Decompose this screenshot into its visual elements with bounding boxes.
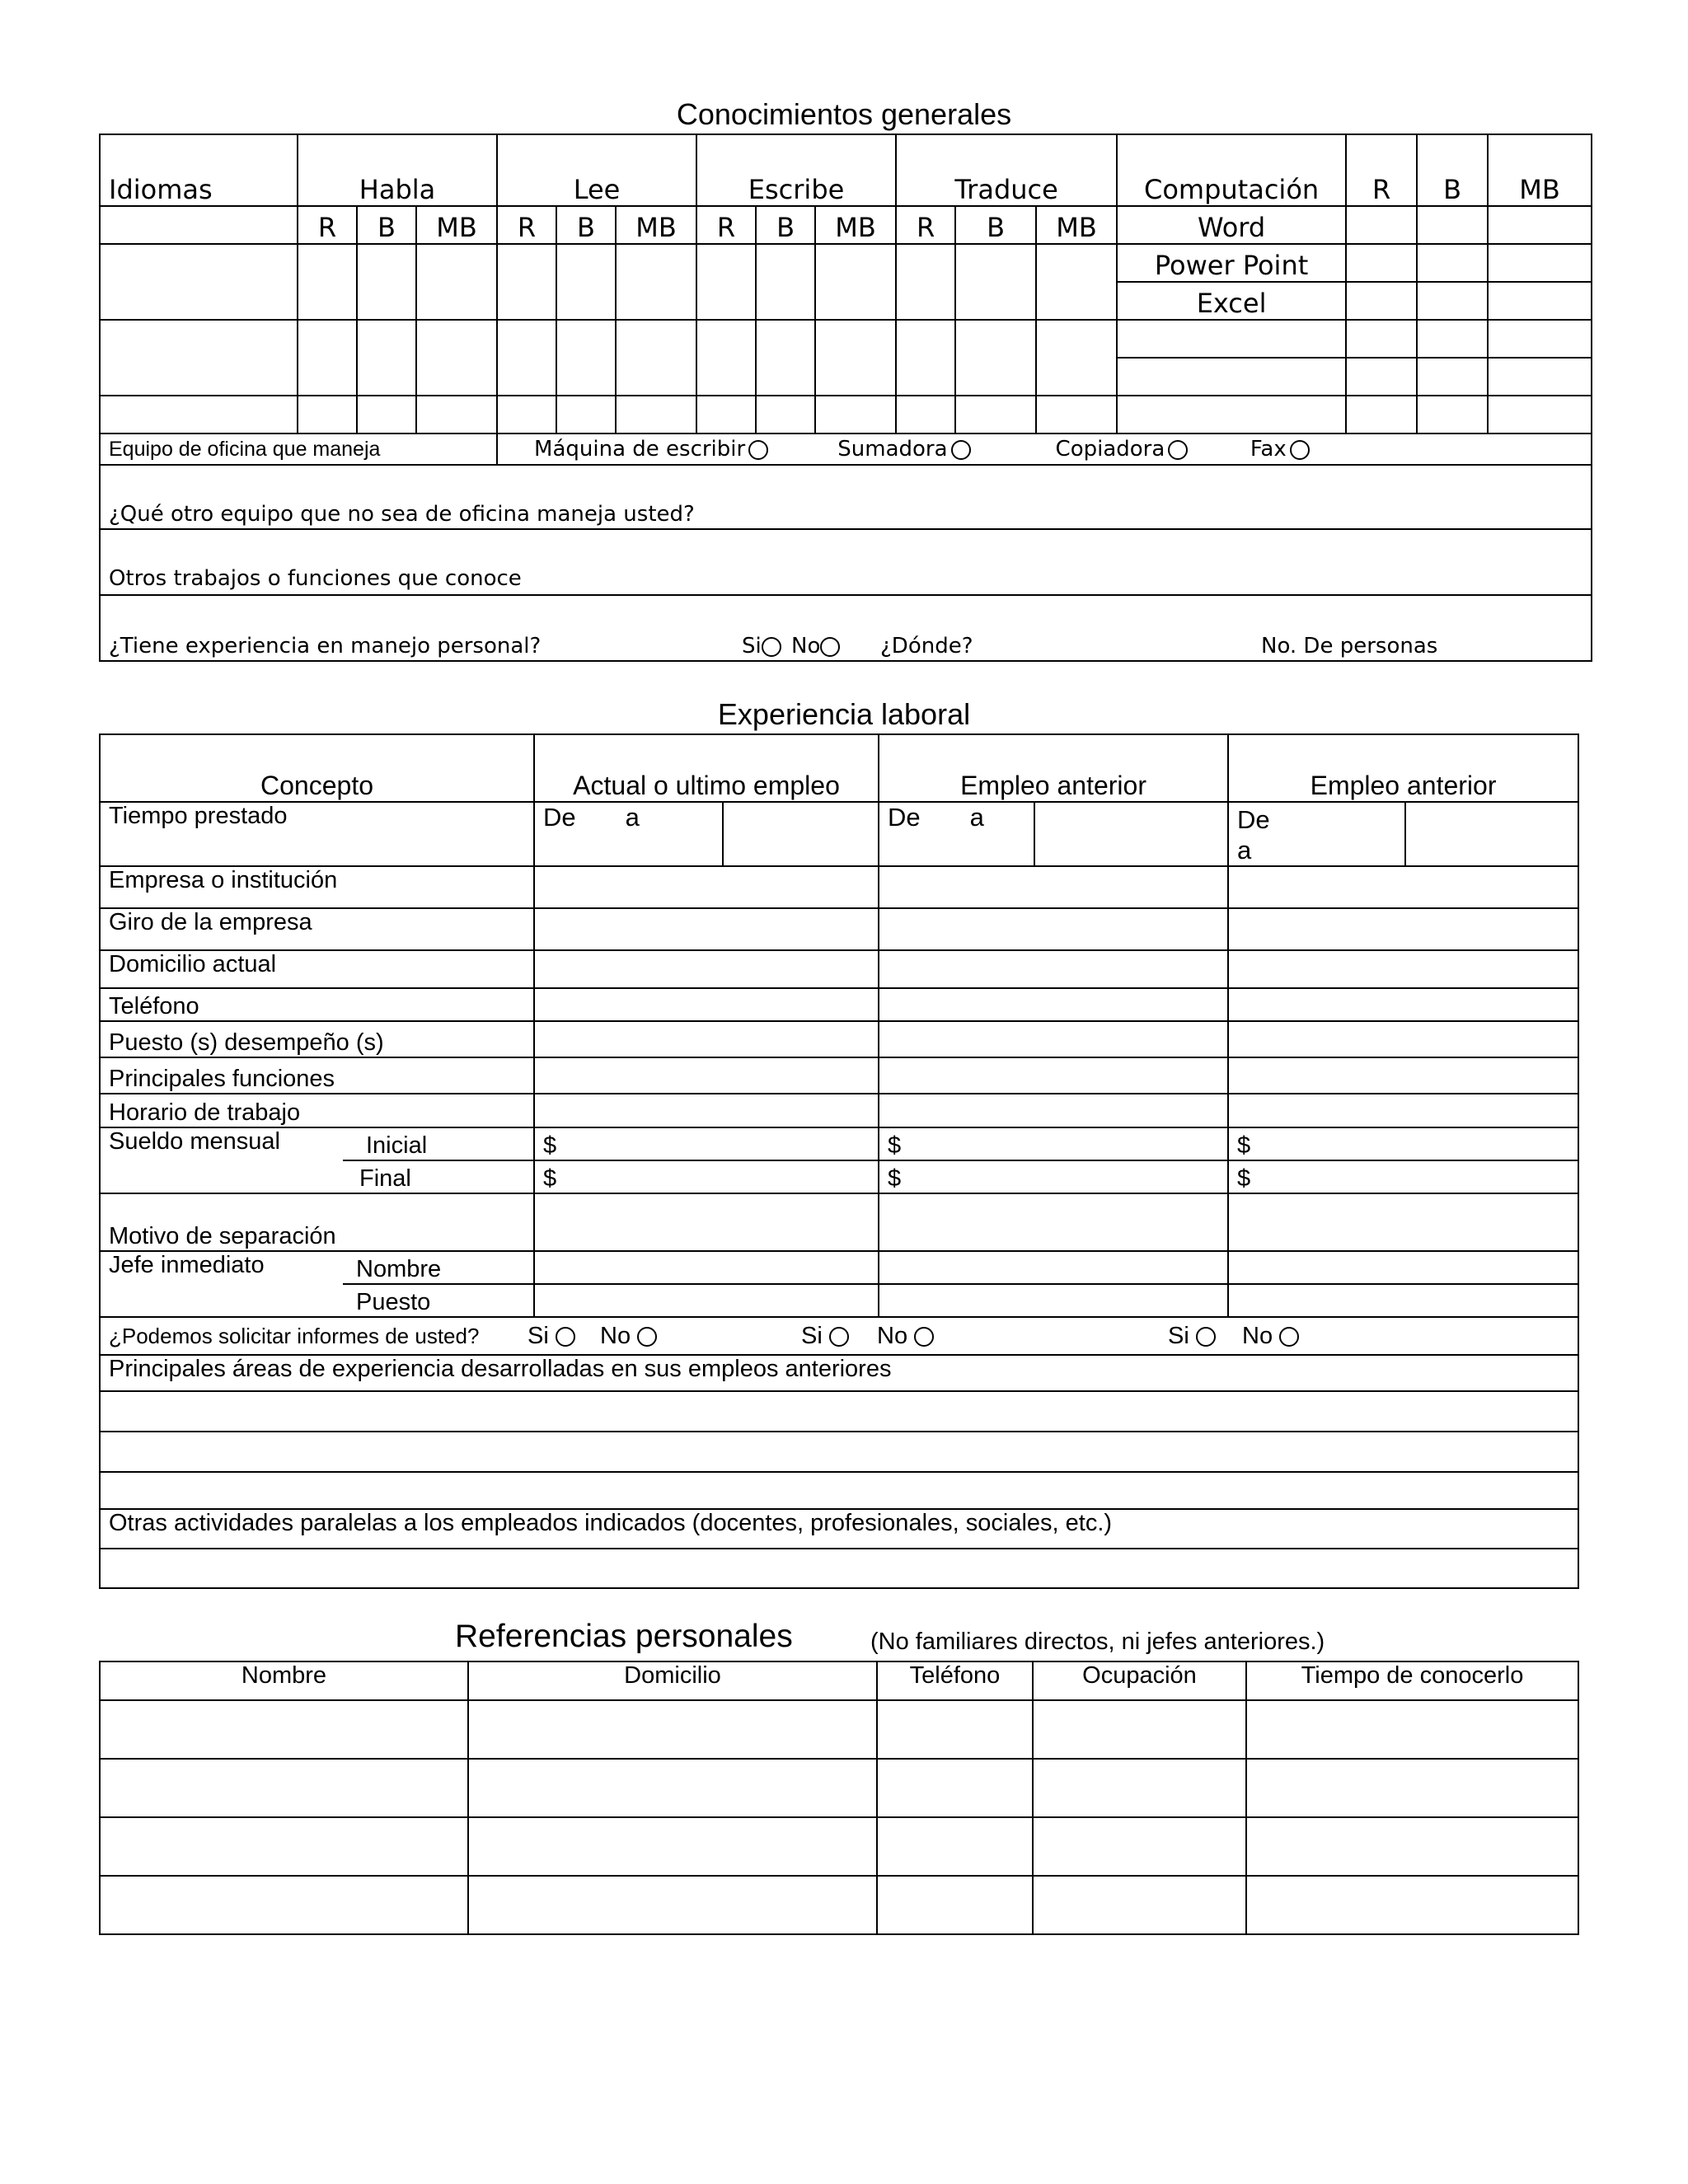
cell[interactable] [556, 244, 616, 320]
tiempo-ant2-de[interactable] [1228, 802, 1405, 866]
cell[interactable] [556, 320, 616, 396]
staff-si-label: Si [742, 634, 762, 658]
option-fax[interactable] [1250, 437, 1310, 462]
ref-col-ocupacion: Ocupación [1033, 1661, 1246, 1700]
cell[interactable] [468, 1759, 877, 1817]
cell[interactable] [1246, 1817, 1578, 1876]
no-label: No [600, 1322, 631, 1349]
staff-si[interactable] [742, 634, 791, 658]
cell[interactable] [534, 1094, 879, 1127]
option-sumadora-label: Sumadora [837, 437, 948, 462]
cell[interactable] [877, 1817, 1033, 1876]
cell[interactable] [955, 244, 1036, 320]
staff-experience-question: ¿Tiene experiencia en manejo personal? [109, 634, 542, 658]
cell[interactable] [497, 396, 556, 434]
radio-no[interactable] [1279, 1327, 1299, 1347]
radio-no[interactable] [637, 1327, 657, 1347]
option-copiadora[interactable] [1056, 437, 1244, 462]
ref-col-domicilio: Domicilio [468, 1661, 877, 1700]
cell[interactable] [879, 950, 1228, 988]
computer-item-word: Word [1117, 206, 1346, 244]
si-label: Si [1168, 1322, 1189, 1349]
cell[interactable] [1488, 282, 1592, 320]
row-label: Empresa o institución [100, 866, 534, 908]
radio-copiadora[interactable] [1168, 440, 1188, 460]
cell[interactable] [298, 320, 357, 396]
cell[interactable] [815, 320, 896, 396]
cell[interactable] [1228, 950, 1578, 988]
row-sueldo: Sueldo mensual [100, 1127, 343, 1193]
ref-col-telefono: Teléfono [877, 1661, 1033, 1700]
cell[interactable] [357, 320, 416, 396]
cell[interactable] [815, 396, 896, 434]
otras-line[interactable] [100, 1549, 1578, 1588]
computer-item-excel: Excel [1117, 282, 1346, 320]
sueldo-final-ant2[interactable]: $ [1228, 1160, 1578, 1193]
cell[interactable] [1228, 908, 1578, 950]
cell[interactable] [100, 206, 298, 244]
cell[interactable] [1346, 206, 1417, 244]
cell[interactable] [497, 244, 556, 320]
table-row [100, 1700, 1578, 1759]
option-maquina-label: Máquina de escribir [534, 437, 746, 462]
cell[interactable] [1346, 320, 1417, 358]
cell[interactable] [298, 396, 357, 434]
areas-line[interactable] [100, 1432, 1578, 1472]
cell[interactable] [1417, 244, 1488, 282]
donde-label: ¿Dónde? [880, 634, 973, 658]
informes-no-3[interactable] [1242, 1323, 1299, 1350]
cell[interactable] [1117, 358, 1346, 396]
cell[interactable] [100, 1759, 468, 1817]
row-label: Puesto (s) desempeño (s) [100, 1021, 534, 1057]
table-row [100, 1817, 1578, 1876]
cell[interactable] [616, 244, 696, 320]
cell[interactable] [616, 320, 696, 396]
header-comp-b: B [1417, 134, 1488, 206]
radio-maquina[interactable] [748, 440, 768, 460]
section-title-referencias: Referencias personales [455, 1619, 793, 1654]
cell[interactable] [879, 1193, 1228, 1251]
traduce-b: B [955, 206, 1036, 244]
areas-line[interactable] [100, 1472, 1578, 1509]
cell[interactable] [416, 396, 497, 434]
cell[interactable] [1033, 1759, 1246, 1817]
radio-staff-si[interactable] [762, 637, 781, 657]
col-concepto: Concepto [100, 734, 534, 802]
other-jobs-question[interactable]: Otros trabajos o funciones que conoce [100, 529, 1592, 595]
habla-r: R [298, 206, 357, 244]
a-label: a [969, 803, 984, 832]
escribe-r: R [696, 206, 756, 244]
header-idiomas: Idiomas [100, 134, 298, 206]
radio-fax[interactable] [1290, 440, 1310, 460]
cell[interactable] [534, 908, 879, 950]
sueldo-final-ant1[interactable]: $ [879, 1160, 1228, 1193]
informes-si-1[interactable] [528, 1323, 600, 1350]
cell[interactable] [357, 244, 416, 320]
cell[interactable] [1488, 320, 1592, 358]
computer-item-powerpoint: Power Point [1117, 244, 1346, 282]
cell[interactable] [1228, 866, 1578, 908]
cell[interactable] [1346, 396, 1417, 434]
office-equipment-options [497, 434, 1592, 465]
ref-col-nombre: Nombre [100, 1661, 468, 1700]
cell[interactable] [1346, 358, 1417, 396]
jefe-puesto-label: Puesto [343, 1284, 534, 1317]
cell[interactable] [879, 1284, 1228, 1317]
cell[interactable] [1036, 320, 1117, 396]
option-sumadora[interactable] [837, 437, 1048, 462]
cell[interactable] [1488, 244, 1592, 282]
cell[interactable] [955, 396, 1036, 434]
col-actual: Actual o ultimo empleo [534, 734, 879, 802]
cell[interactable] [1117, 320, 1346, 358]
cell[interactable] [1488, 396, 1592, 434]
cell[interactable] [416, 244, 497, 320]
sueldo-inicial-ant2[interactable]: $ [1228, 1127, 1578, 1160]
cell[interactable] [468, 1700, 877, 1759]
de-label: De [543, 803, 576, 832]
cell[interactable] [1228, 1094, 1578, 1127]
tiempo-ant1-value[interactable] [1034, 802, 1228, 866]
de-label: De [1237, 805, 1270, 834]
sueldo-final-label: Final [343, 1160, 534, 1193]
table-row [100, 1759, 1578, 1817]
tiempo-ant1-de[interactable] [879, 802, 1034, 866]
header-comp-mb: MB [1488, 134, 1592, 206]
cell[interactable] [696, 244, 756, 320]
cell[interactable] [1228, 988, 1578, 1021]
cell[interactable] [896, 396, 955, 434]
cell[interactable] [616, 396, 696, 434]
cell[interactable] [1488, 358, 1592, 396]
traduce-mb: MB [1036, 206, 1117, 244]
cell[interactable] [416, 320, 497, 396]
cell[interactable] [534, 1284, 879, 1317]
cell[interactable] [756, 396, 815, 434]
referencias-note: (No familiares directos, ni jefes anteriores.) [870, 1629, 1325, 1655]
cell[interactable] [879, 908, 1228, 950]
radio-sumadora[interactable] [951, 440, 971, 460]
traduce-r: R [896, 206, 955, 244]
cell[interactable] [879, 1251, 1228, 1284]
cell[interactable] [1346, 282, 1417, 320]
cell[interactable] [1036, 244, 1117, 320]
work-experience-table [99, 733, 1579, 1589]
header-escribe: Escribe [696, 134, 896, 206]
otras-label: Otras actividades paralelas a los empleados indicados (docentes, profesionales, sociales, etc.) [100, 1509, 1578, 1549]
informes-question: ¿Podemos solicitar informes de usted? [109, 1323, 480, 1348]
staff-no-label: No [791, 634, 821, 658]
other-equipment-question[interactable]: ¿Qué otro equipo que no sea de oficina maneja usted? [100, 465, 1592, 529]
sueldo-inicial-label: Inicial [343, 1127, 534, 1160]
informes-no-1[interactable] [600, 1323, 801, 1350]
sueldo-inicial-ant1[interactable]: $ [879, 1127, 1228, 1160]
cell[interactable] [896, 244, 955, 320]
cell[interactable] [1228, 1057, 1578, 1094]
escribe-b: B [756, 206, 815, 244]
escribe-mb: MB [815, 206, 896, 244]
cell[interactable] [879, 1021, 1228, 1057]
header-traduce: Traduce [896, 134, 1117, 206]
cell[interactable] [1228, 1251, 1578, 1284]
ref-col-tiempo: Tiempo de conocerlo [1246, 1661, 1578, 1700]
cell[interactable] [1417, 282, 1488, 320]
header-habla: Habla [298, 134, 497, 206]
cell[interactable] [756, 320, 815, 396]
a-label: a [625, 803, 640, 832]
knowledge-table [99, 134, 1592, 662]
informes-row [100, 1317, 1578, 1355]
staff-no[interactable] [791, 634, 880, 658]
cell[interactable] [100, 1876, 468, 1934]
cell[interactable] [556, 396, 616, 434]
option-copiadora-label: Copiadora [1055, 437, 1165, 462]
row-motivo: Motivo de separación [100, 1193, 534, 1251]
jefe-nombre-label: Nombre [343, 1251, 534, 1284]
row-label: Principales funciones [100, 1057, 534, 1094]
cell[interactable] [1246, 1759, 1578, 1817]
cell[interactable] [534, 988, 879, 1021]
cell[interactable] [696, 396, 756, 434]
section-title-conocimientos: Conocimientos generales [676, 97, 1012, 131]
language-cell[interactable] [100, 244, 298, 320]
radio-si[interactable] [556, 1327, 575, 1347]
language-cell[interactable] [100, 320, 298, 396]
tiempo-actual-value[interactable] [723, 802, 879, 866]
radio-si[interactable] [1196, 1327, 1216, 1347]
cell[interactable] [879, 1057, 1228, 1094]
cell[interactable] [1417, 206, 1488, 244]
radio-no[interactable] [914, 1327, 934, 1347]
table-row [100, 1876, 1578, 1934]
row-tiempo: Tiempo prestado [100, 802, 534, 866]
cell[interactable] [1246, 1876, 1578, 1934]
radio-staff-no[interactable] [820, 637, 840, 657]
references-table [99, 1661, 1579, 1935]
cell[interactable] [879, 1094, 1228, 1127]
cell[interactable] [1417, 320, 1488, 358]
row-label: Domicilio actual [100, 950, 534, 988]
col-anterior-2: Empleo anterior [1228, 734, 1578, 802]
areas-label: Principales áreas de experiencia desarrolladas en sus empleos anteriores [100, 1355, 1578, 1391]
sueldo-final-actual[interactable]: $ [534, 1160, 879, 1193]
cell[interactable] [877, 1876, 1033, 1934]
tiempo-ant2-value[interactable] [1405, 802, 1578, 866]
row-label: Horario de trabajo [100, 1094, 534, 1127]
header-comp-r: R [1346, 134, 1417, 206]
cell[interactable] [696, 320, 756, 396]
cell[interactable] [298, 244, 357, 320]
row-label: Teléfono [100, 988, 534, 1021]
cell[interactable] [100, 1817, 468, 1876]
lee-b: B [556, 206, 616, 244]
cell[interactable] [1036, 396, 1117, 434]
cell[interactable] [1117, 396, 1346, 434]
informes-si-2[interactable] [801, 1323, 877, 1350]
cell[interactable] [497, 320, 556, 396]
col-anterior-1: Empleo anterior [879, 734, 1228, 802]
cell[interactable] [1246, 1700, 1578, 1759]
cell[interactable] [879, 866, 1228, 908]
num-personas-label: No. De personas [1261, 634, 1438, 658]
cell[interactable] [1033, 1817, 1246, 1876]
cell[interactable] [1346, 244, 1417, 282]
cell[interactable] [100, 1700, 468, 1759]
cell[interactable] [1228, 1021, 1578, 1057]
cell[interactable] [1417, 396, 1488, 434]
header-computacion: Computación [1117, 134, 1346, 206]
language-cell[interactable] [100, 396, 298, 434]
cell[interactable] [896, 320, 955, 396]
cell[interactable] [534, 1193, 879, 1251]
cell[interactable] [534, 1057, 879, 1094]
no-label: No [1242, 1322, 1273, 1349]
lee-r: R [497, 206, 556, 244]
option-fax-label: Fax [1250, 437, 1287, 462]
cell[interactable] [534, 1251, 879, 1284]
section-title-experiencia: Experiencia laboral [717, 697, 971, 731]
cell[interactable] [1033, 1876, 1246, 1934]
cell[interactable] [534, 950, 879, 988]
cell[interactable] [1228, 1284, 1578, 1317]
sueldo-inicial-actual[interactable]: $ [534, 1127, 879, 1160]
cell[interactable] [357, 396, 416, 434]
radio-si[interactable] [829, 1327, 849, 1347]
habla-mb: MB [416, 206, 497, 244]
habla-b: B [357, 206, 416, 244]
row-jefe: Jefe inmediato [100, 1251, 343, 1317]
option-maquina[interactable] [534, 437, 831, 462]
cell[interactable] [1033, 1700, 1246, 1759]
cell[interactable] [879, 988, 1228, 1021]
office-equipment-label: Equipo de oficina que maneja [100, 434, 497, 465]
cell[interactable] [756, 244, 815, 320]
cell[interactable] [1228, 1193, 1578, 1251]
staff-experience-row [100, 595, 1592, 661]
cell[interactable] [1417, 358, 1488, 396]
no-label: No [877, 1322, 908, 1349]
informes-no-2[interactable] [877, 1323, 1168, 1350]
lee-mb: MB [616, 206, 696, 244]
cell[interactable] [534, 1021, 879, 1057]
cell[interactable] [534, 866, 879, 908]
cell[interactable] [877, 1759, 1033, 1817]
cell[interactable] [468, 1817, 877, 1876]
cell[interactable] [955, 320, 1036, 396]
a-label: a [1237, 836, 1252, 865]
areas-line[interactable] [100, 1391, 1578, 1432]
cell[interactable] [468, 1876, 877, 1934]
cell[interactable] [877, 1700, 1033, 1759]
header-lee: Lee [497, 134, 696, 206]
si-label: Si [801, 1322, 823, 1349]
de-label: De [888, 803, 921, 832]
cell[interactable] [1488, 206, 1592, 244]
tiempo-actual-de[interactable] [534, 802, 723, 866]
informes-si-3[interactable] [1168, 1323, 1242, 1350]
row-label: Giro de la empresa [100, 908, 534, 950]
si-label: Si [528, 1322, 549, 1349]
cell[interactable] [815, 244, 896, 320]
